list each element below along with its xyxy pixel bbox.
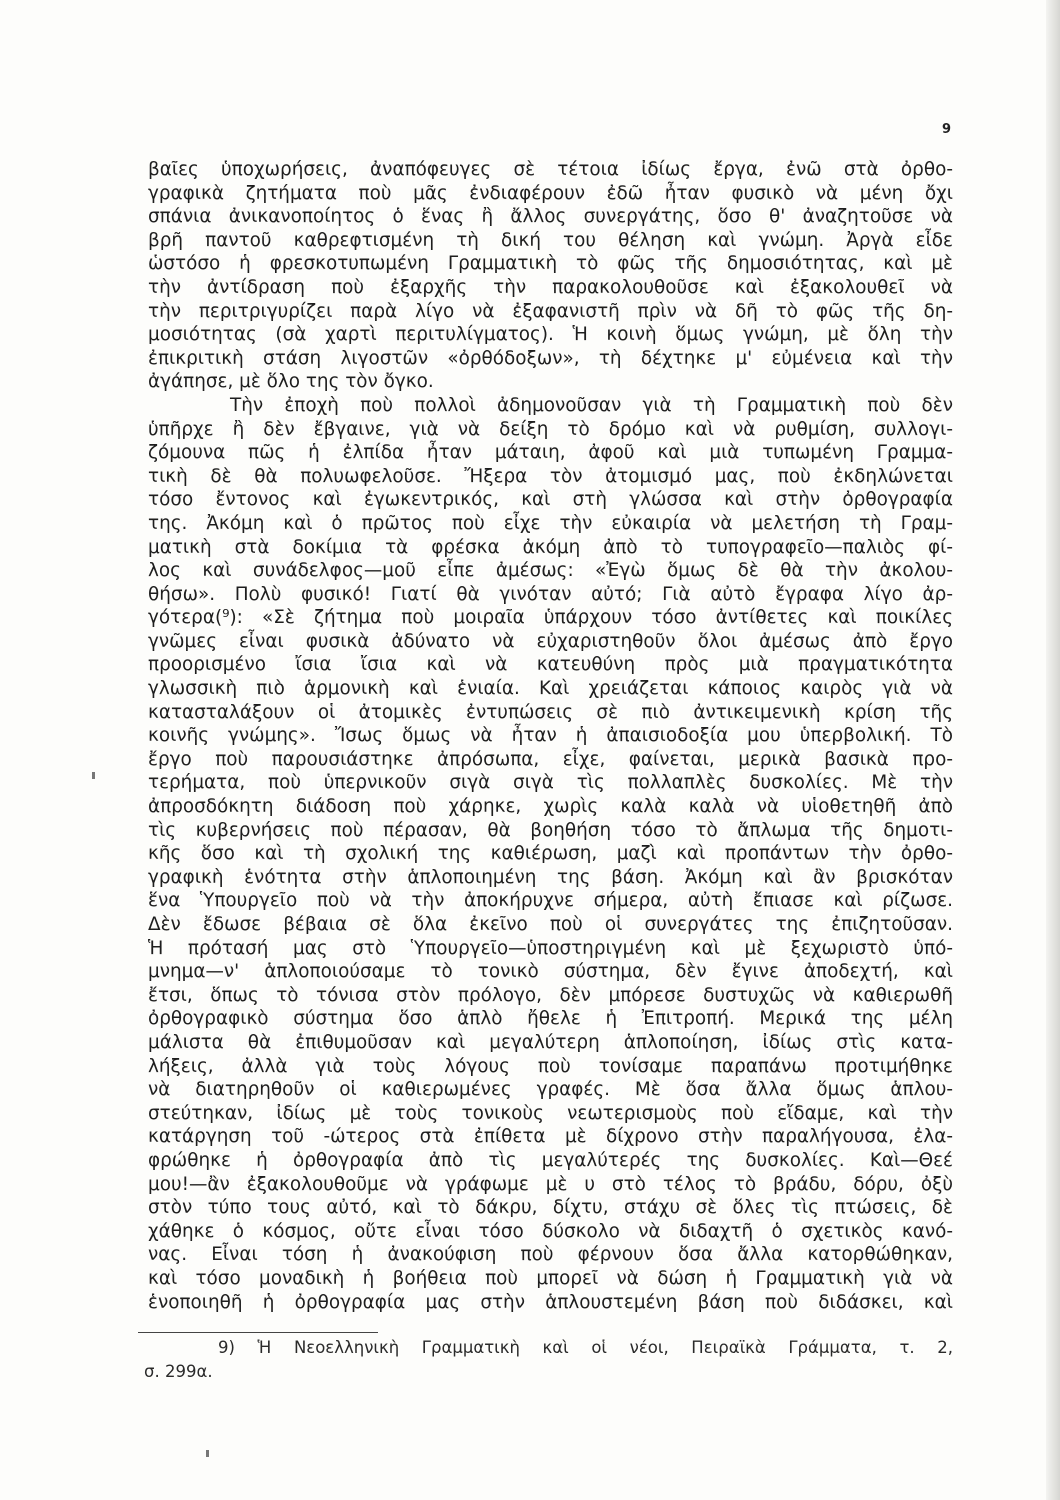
text-line: τερήματα, ποὺ ὑπερνικοῦν σιγὰ σιγὰ τὶς πολλαπλὲς δυσκολίες. Μὲ τὴν (148, 772, 953, 794)
text-line: ὡστόσο ἡ φρεσκοτυπωμένη Γραμματικὴ τὸ φῶς τῆς δημοσιότητας, καὶ μὲ (148, 253, 953, 275)
margin-speck (206, 1450, 209, 1457)
text-line: γλωσσικὴ πιὸ ἁρμονικὴ καὶ ἑνιαία. Καὶ χρειάζεται κάποιος καιρὸς γιὰ νὰ (148, 678, 953, 700)
footnote (144, 1336, 953, 1384)
paragraph-end-line: ἀγάπησε, μὲ ὅλο της τὸν ὄγκο. (148, 371, 434, 393)
text-line: βρῆ παντοῦ καθρεφτισμένη τὴ δική του θέληση καὶ γνώμη. Ἀργὰ εἶδε (148, 229, 953, 251)
text-line: νὰ διατηρηθοῦν οἱ καθιερωμένες γραφές. Μὲ ὅσα ἄλλα ὅμως ἁπλου- (148, 1079, 953, 1101)
text-line: γραφικὰ ζητήματα ποὺ μᾶς ἐνδιαφέρουν ἐδῶ ἦταν φυσικὸ νὰ μένη ὄχι (148, 182, 953, 204)
text-line: ὀρθογραφικὸ σύστημα ὅσο ἁπλὸ ἤθελε ἡ Ἐπιτροπή. Μερικά της μέλη (148, 1008, 953, 1030)
text-line: τικὴ δὲ θὰ πολυωφελοῦσε. Ἤξερα τὸν ἀτομισμό μας, ποὺ ἐκδηλώνεται (148, 465, 953, 487)
text-line (148, 1314, 953, 1338)
paragraph-start-line: Τὴν ἐποχὴ ποὺ πολλοὶ ἀδημονοῦσαν γιὰ τὴ Γραμματικὴ ποὺ δὲν (230, 394, 953, 416)
text-line: νας. Εἶναι τόση ἡ ἀνακούφιση ποὺ φέρνουν ὅσα ἄλλα κατορθώθηκαν, (148, 1244, 953, 1266)
text-line: ἔργο ποὺ παρουσιάστηκε ἀπρόσωπα, εἶχε, φαίνεται, μερικὰ βασικὰ προ- (148, 748, 953, 770)
text-line: μοσιότητας (σὰ χαρτὶ περιτυλίγματος). Ἡ κοινὴ ὅμως γνώμη, μὲ ὅλη τὴν (148, 324, 953, 346)
text-line: κατασταλάξουν οἱ ἀτομικὲς ἐντυπώσεις σὲ πιὸ ἀντικειμενικὴ κρίση τῆς (148, 701, 953, 723)
page-edge-shadow (1046, 0, 1060, 1500)
text-line: ματικὴ στὰ δοκίμια τὰ φρέσκα ἀκόμη ἀπὸ τὸ τυπογραφεῖο—παλιὸς φί- (148, 536, 953, 558)
text-line: σπάνια ἀνικανοποίητος ὁ ἕνας ἢ ἄλλος συνεργάτης, ὅσο θ' ἀναζητοῦσε νὰ (148, 206, 953, 228)
text-line: λήξεις, ἀλλὰ γιὰ τοὺς λόγους ποὺ τονίσαμε παραπάνω προτιμήθηκε (148, 1055, 953, 1077)
text-line: στὸν τύπο τους αὐτό, καὶ τὸ δάκρυ, δίχτυ, στάχυ σὲ ὅλες τὶς πτώσεις, δὲ (148, 1197, 953, 1219)
text-line: Δὲν ἔδωσε βέβαια σὲ ὅλα ἐκεῖνο ποὺ οἱ συνεργάτες της ἐπιζητοῦσαν. (148, 914, 953, 935)
text-line: γνῶμες εἶναι φυσικὰ ἀδύνατο νὰ εὐχαριστηθοῦν ὅλοι ἀμέσως ἀπὸ ἔργο (148, 630, 953, 652)
text-line: προορισμένο ἴσια ἴσια καὶ νὰ κατευθύνη πρὸς μιὰ πραγματικότητα (148, 654, 953, 676)
text-line: τὴν ἀντίδραση ποὺ ἐξαρχῆς τὴν παρακολουθοῦσε καὶ ἐξακολουθεῖ νὰ (148, 276, 953, 298)
text-line: ἔτσι, ὅπως τὸ τόνισα στὸν πρόλογο, δὲν μπόρεσε δυστυχῶς νὰ καθιερωθῆ (148, 984, 953, 1006)
text-line: λος καὶ συνάδελφος—μοῦ εἶπε ἀμέσως: «Ἐγὼ ὅμως δὲ θὰ τὴν ἀκολου- (148, 560, 953, 582)
text-line: κῆς ὅσο καὶ τὴ σχολική της καθιέρωση, μαζὶ καὶ προπάντων τὴν ὀρθο- (148, 843, 953, 865)
text-line: θήσω». Πολὺ φυσικό! Γιατί θὰ γινόταν αὐτό; Γιὰ αὐτὸ ἔγραφα λίγο ἀρ- (148, 583, 953, 605)
text-line: Ἡ πρότασή μας στὸ Ὑπουργεῖο—ὑποστηριγμένη καὶ μὲ ξεχωριστὸ ὑπό- (148, 937, 953, 959)
text-line: κοινῆς γνώμης». Ἴσως ὅμως νὰ ἦταν ἡ ἀπαισιοδοξία μου ὑπερβολική. Τὸ (148, 725, 953, 747)
text-line: χάθηκε ὁ κόσμος, οὔτε εἶναι τόσο δύσκολο νὰ διδαχτῆ ὁ σχετικὸς κανό- (148, 1220, 953, 1242)
text-line: βαῖες ὑποχωρήσεις, ἀναπόφευγες σὲ τέτοια ἰδίως ἔργα, ἐνῶ στὰ ὀρθο- (148, 159, 953, 180)
text-line: ἑνοποιηθῆ ἡ ὀρθογραφία μας στὴν ἁπλουστεμένη βάση ποὺ διδάσκει, καὶ (148, 1291, 953, 1313)
text-line: μνημα—ν' ἁπλοποιούσαμε τὸ τονικὸ σύστημα, δὲν ἔγινε ἀποδεχτή, καὶ (148, 961, 953, 983)
text-line: μου!—ἂν ἐξακολουθοῦμε νὰ γράφωμε μὲ υ στὸ τέλος τὸ βράδυ, δόρυ, ὀξὺ (148, 1173, 953, 1195)
text-line: ἐπικριτικὴ στάση λιγοστῶν «ὀρθόδοξων», τὴ δέχτηκε μ' εὐμένεια καὶ τὴν (148, 347, 953, 369)
text-line: γότερα(⁹): «Σὲ ζήτημα ποὺ μοιραῖα ὑπάρχουν τόσο ἀντίθετες καὶ ποικίλες (148, 607, 953, 629)
text-line: ὑπῆρχε ἢ δὲν ἔβγαινε, γιὰ νὰ δείξη τὸ δρόμο καὶ νὰ ρυθμίση, συλλογι- (148, 418, 953, 440)
text-line: ἀπροσδόκητη διάδοση ποὺ χάρηκε, χωρὶς καλὰ καλὰ νὰ υἱοθετηθῆ ἀπὸ (148, 796, 953, 818)
text-line: κατάργηση τοῦ -ώτερος στὰ ἐπίθετα μὲ δίχρονο στὴν παραλήγουσα, ἐλα- (148, 1126, 953, 1148)
text-line: γραφικὴ ἑνότητα στὴν ἁπλοποιημένη της βάση. Ἀκόμη καὶ ἂν βρισκόταν (148, 866, 953, 888)
main-text-block (148, 158, 953, 1338)
text-line: ζόμουνα πῶς ἡ ἐλπίδα ἦταν μάταιη, ἀφοῦ καὶ μιὰ τυπωμένη Γραμμα- (148, 442, 953, 464)
text-line: στεύτηκαν, ἰδίως μὲ τοὺς τονικοὺς νεωτερισμοὺς ποὺ εἴδαμε, καὶ τὴν (148, 1102, 953, 1124)
text-line: της. Ἀκόμη καὶ ὁ πρῶτος ποὺ εἶχε τὴν εὐκαιρία νὰ μελετήση τὴ Γραμ- (148, 512, 953, 534)
text-line: ἕνα Ὑπουργεῖο ποὺ νὰ τὴν ἀποκήρυχνε σήμερα, αὐτὴ ἔπιασε καὶ ρίζωσε. (148, 890, 953, 912)
text-line: τὴν περιτριγυρίζει παρὰ λίγο νὰ ἐξαφανιστῆ πρὶν νὰ δῆ τὸ φῶς τῆς δη- (148, 300, 953, 322)
footnote-divider (138, 1332, 378, 1333)
footnote-line: 9) Ἡ Νεοελληνικὴ Γραμματικὴ καὶ οἱ νέοι, Πειραϊκὰ Γράμματα, τ. 2, (218, 1338, 953, 1357)
text-line: μάλιστα θὰ ἐπιθυμοῦσαν καὶ μεγαλύτερη ἁπλοποίηση, ἰδίως στὶς κατα- (148, 1031, 953, 1053)
text-line: τόσο ἔντονος καὶ ἐγωκεντρικός, καὶ στὴ γλώσσα καὶ στὴν ὀρθογραφία (148, 489, 953, 511)
margin-speck (92, 772, 95, 779)
text-line: φρώθηκε ἡ ὀρθογραφία ἀπὸ τὶς μεγαλύτερές της δυσκολίες. Καὶ—Θεέ (148, 1149, 953, 1171)
page-number: 9 (942, 122, 952, 137)
footnote-line: σ. 299α. (144, 1362, 213, 1381)
text-line: τὶς κυβερνήσεις ποὺ πέρασαν, θὰ βοηθήση τόσο τὸ ἄπλωμα τῆς δημοτι- (148, 819, 953, 841)
text-line: καὶ τόσο μοναδικὴ ἡ βοήθεια ποὺ μπορεῖ νὰ δώση ἡ Γραμματικὴ γιὰ νὰ (148, 1267, 953, 1289)
